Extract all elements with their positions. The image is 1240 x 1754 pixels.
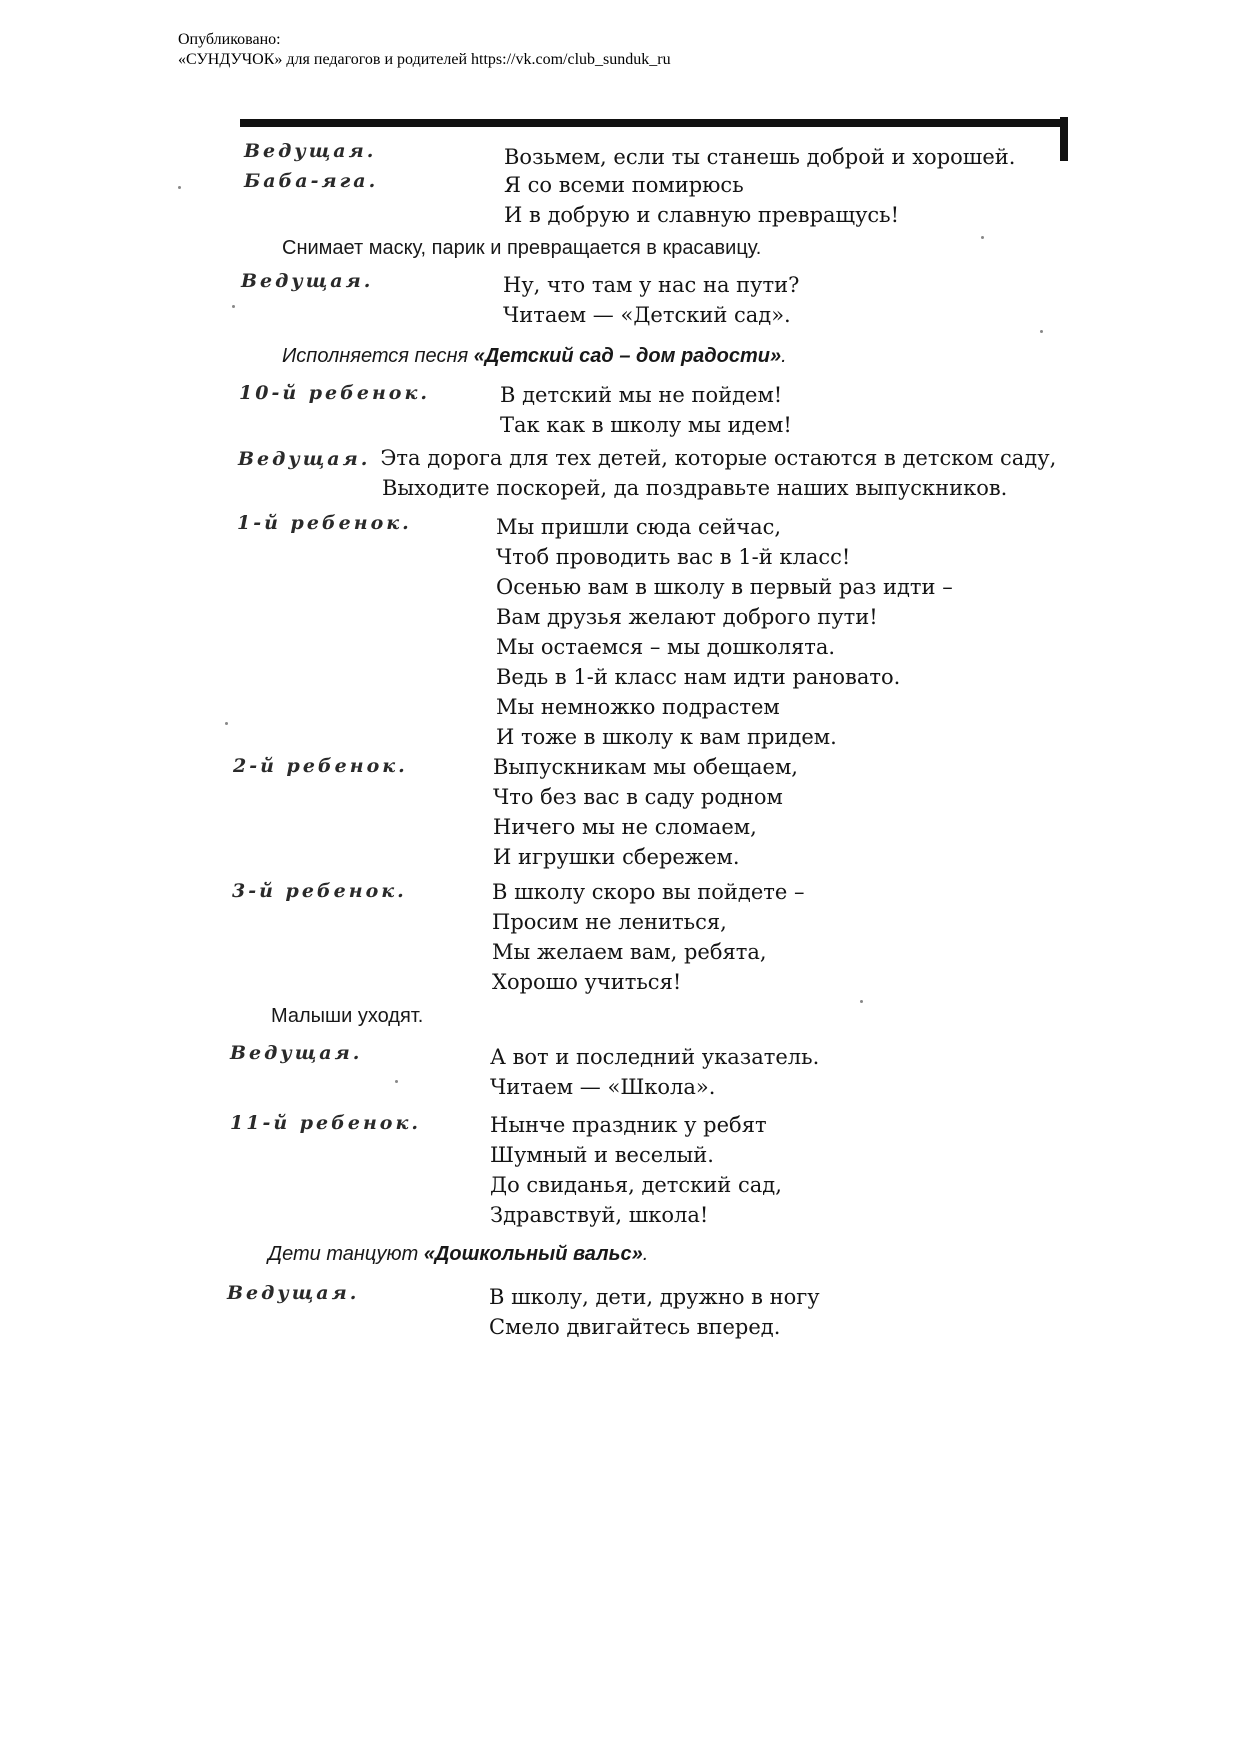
stage-direction-dance (268, 1243, 648, 1266)
dialogue-line: Мы пришли сюда сейчас, (496, 515, 782, 539)
speaker-label: Ведущая. (241, 270, 374, 292)
dialogue-block (489, 1282, 820, 1342)
dialogue-line: Ничего мы не сломаем, (493, 815, 757, 839)
direction-prefix: Дети танцуют (268, 1243, 424, 1265)
dialogue-line: В школу, дети, дружно в ногу (489, 1285, 820, 1309)
top-rule-edge (1060, 117, 1068, 161)
dialogue-line: Выходите поскорей, да поздравьте наших выпускников. (382, 476, 1008, 500)
scan-speck (232, 305, 235, 308)
dialogue-block (492, 877, 805, 997)
dialogue-line: А вот и последний указатель. (490, 1045, 820, 1069)
scan-speck (225, 722, 228, 725)
scan-speck (178, 186, 181, 189)
speaker-label: 2-й ребенок. (233, 755, 408, 777)
published-label: Опубликовано: (178, 31, 281, 48)
dialogue-line: Что без вас в саду родном (493, 785, 783, 809)
publication-header (178, 30, 671, 70)
dialogue-block (496, 512, 953, 752)
song-title: «Детский сад – дом радости» (473, 345, 782, 367)
dialogue-line: Нынче праздник у ребят (490, 1113, 767, 1137)
dialogue-block (490, 1042, 819, 1102)
dialogue-line: Ну, что там у нас на пути? (503, 273, 800, 297)
speaker-label: Ведущая. (244, 140, 377, 162)
scan-speck (981, 236, 984, 239)
dialogue-line: Читаем — «Детский сад». (503, 303, 791, 327)
scan-speck (395, 1080, 398, 1083)
dance-title: «Дошкольный вальс» (423, 1243, 643, 1265)
dialogue-line: До свиданья, детский сад, (490, 1173, 782, 1197)
speaker-label: 11-й ребенок. (230, 1112, 421, 1134)
dialogue-line: В школу скоро вы пойдете – (492, 880, 805, 904)
dialogue-line: Эта дорога для тех детей, которые остаются в детском саду, (380, 446, 1057, 470)
speaker-label: 3-й ребенок. (232, 880, 407, 902)
scan-speck (860, 1000, 863, 1003)
speaker-label: Ведущая. (227, 1282, 360, 1304)
dialogue-line: Мы желаем вам, ребята, (492, 940, 767, 964)
dialogue-line: Осенью вам в школу в первый раз идти – (496, 575, 953, 599)
dialogue-line: Возьмем, если ты станешь доброй и хорошей. (504, 145, 1016, 169)
dialogue-line: Смело двигайтесь вперед. (489, 1315, 781, 1339)
dialogue-line: Мы остаемся – мы дошколята. (496, 635, 836, 659)
stage-direction: Малыши уходят. (271, 1005, 424, 1027)
dialogue-line: И игрушки сбережем. (493, 845, 740, 869)
dialogue-line: Выпускникам мы обещаем, (493, 755, 798, 779)
dialogue-block (503, 270, 799, 330)
publisher-credit: «СУНДУЧОК» для педагогов и родителей https://vk.com/club_sunduk_ru (178, 51, 671, 68)
stage-direction: Снимает маску, парик и превращается в красавицу. (282, 237, 762, 259)
speaker-label: 10-й ребенок. (239, 382, 430, 404)
stage-direction-song (282, 345, 787, 368)
scan-speck (1040, 330, 1043, 333)
dialogue-block (493, 752, 798, 872)
speaker-label: 1-й ребенок. (237, 512, 412, 534)
dialogue-line: Ведь в 1-й класс нам идти рановато. (496, 665, 901, 689)
dialogue-inline (238, 446, 1056, 470)
dialogue-line: Мы немножко подрастем (496, 695, 780, 719)
dialogue-line: Я со всеми помирюсь (504, 173, 744, 197)
top-rule (240, 119, 1065, 127)
dialogue-line: Хорошо учиться! (492, 970, 682, 994)
dialogue-line: Так как в школу мы идем! (500, 413, 792, 437)
direction-suffix: . (642, 1243, 649, 1265)
dialogue-line: И в добрую и славную превращусь! (504, 203, 900, 227)
dialogue-line: Шумный и веселый. (490, 1143, 714, 1167)
dialogue-line: В детский мы не пойдем! (500, 383, 783, 407)
dialogue-line: Чтоб проводить вас в 1-й класс! (496, 545, 851, 569)
direction-suffix: . (781, 345, 787, 367)
dialogue-line: Просим не лениться, (492, 910, 727, 934)
speaker-label: Ведущая. (238, 448, 371, 470)
dialogue-line: Здравствуй, школа! (490, 1203, 709, 1227)
dialogue-block (490, 1110, 782, 1230)
dialogue-line: И тоже в школу к вам придем. (496, 725, 837, 749)
direction-prefix: Исполняется песня (282, 345, 474, 367)
dialogue-block (500, 380, 792, 440)
dialogue-block (504, 170, 899, 230)
speaker-label: Баба-яга. (244, 170, 379, 192)
dialogue-line: Читаем — «Школа». (490, 1075, 716, 1099)
dialogue-line: Вам друзья желают доброго пути! (496, 605, 878, 629)
dialogue-block (504, 142, 1015, 172)
speaker-label: Ведущая. (230, 1042, 363, 1064)
